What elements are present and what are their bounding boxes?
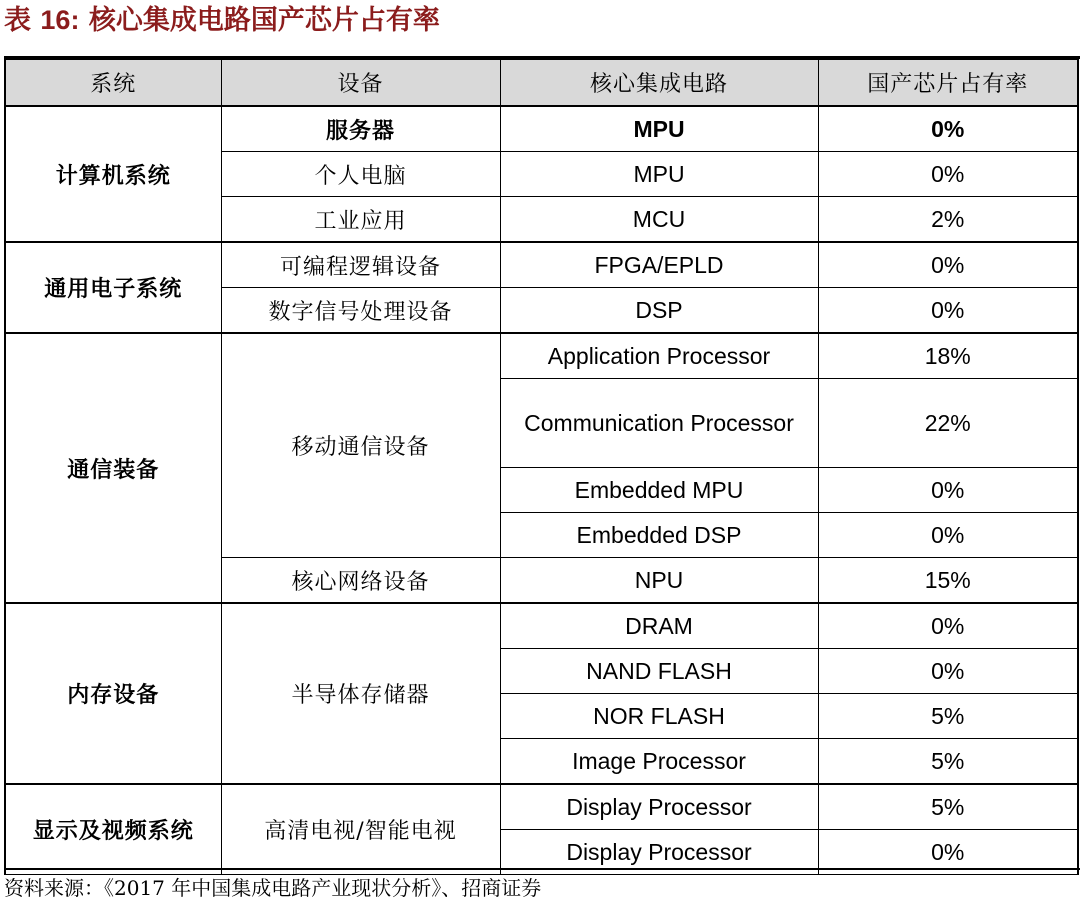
chip-cell: MPU — [500, 152, 818, 197]
chip-cell: FPGA/EPLD — [500, 242, 818, 288]
table-row — [5, 242, 1078, 288]
share-cell: 0% — [818, 468, 1078, 513]
device-cell: 移动通信设备 — [221, 333, 500, 558]
chip-cell: NAND FLASH — [500, 649, 818, 694]
share-cell: 0% — [818, 106, 1078, 152]
device-cell: 数字信号处理设备 — [221, 288, 500, 334]
system-cell: 通用电子系统 — [5, 242, 221, 333]
table-row — [5, 333, 1078, 379]
share-cell: 2% — [818, 197, 1078, 243]
share-cell: 0% — [818, 288, 1078, 334]
system-cell: 计算机系统 — [5, 106, 221, 242]
source-note: 资料来源：《2017 年中国集成电路产业现状分析》、招商证券 — [4, 876, 542, 900]
table-row — [5, 784, 1078, 830]
share-cell: 0% — [818, 242, 1078, 288]
chip-cell: NOR FLASH — [500, 694, 818, 739]
share-cell: 0% — [818, 603, 1078, 649]
device-cell: 工业应用 — [221, 197, 500, 243]
chip-cell: MCU — [500, 197, 818, 243]
header-system: 系统 — [5, 60, 221, 107]
share-cell: 0% — [818, 513, 1078, 558]
chip-cell: DRAM — [500, 603, 818, 649]
share-cell: 5% — [818, 739, 1078, 785]
chip-cell: Display Processor — [500, 784, 818, 830]
share-cell: 0% — [818, 152, 1078, 197]
share-cell: 0% — [818, 830, 1078, 875]
chip-cell: Embedded DSP — [500, 513, 818, 558]
header-device: 设备 — [221, 60, 500, 107]
table-title — [4, 0, 440, 44]
share-cell: 5% — [818, 784, 1078, 830]
chip-share-table — [4, 59, 1079, 875]
system-cell: 通信装备 — [5, 333, 221, 603]
header-row — [5, 60, 1078, 107]
title-number: 16: — [40, 5, 80, 35]
chip-cell: MPU — [500, 106, 818, 152]
title-label: 表 — [4, 5, 31, 36]
chip-cell: Embedded MPU — [500, 468, 818, 513]
device-cell: 核心网络设备 — [221, 558, 500, 604]
header-share: 国产芯片占有率 — [818, 60, 1078, 107]
device-cell: 个人电脑 — [221, 152, 500, 197]
chip-cell: Display Processor — [500, 830, 818, 875]
share-cell: 5% — [818, 694, 1078, 739]
share-cell: 0% — [818, 649, 1078, 694]
header-chip: 核心集成电路 — [500, 60, 818, 107]
device-cell: 可编程逻辑设备 — [221, 242, 500, 288]
table-row — [5, 603, 1078, 649]
share-cell: 18% — [818, 333, 1078, 379]
title-text: 核心集成电路国产芯片占有率 — [88, 5, 440, 36]
bottom-rule — [4, 868, 1080, 870]
chip-cell: DSP — [500, 288, 818, 334]
table-row — [5, 106, 1078, 152]
system-cell: 显示及视频系统 — [5, 784, 221, 875]
device-cell: 服务器 — [221, 106, 500, 152]
system-cell: 内存设备 — [5, 603, 221, 784]
device-cell: 高清电视/智能电视 — [221, 784, 500, 875]
chip-cell: Communication Processor — [500, 379, 818, 468]
device-cell: 半导体存储器 — [221, 603, 500, 784]
chip-cell: NPU — [500, 558, 818, 604]
chip-cell: Image Processor — [500, 739, 818, 785]
share-cell: 15% — [818, 558, 1078, 604]
share-cell: 22% — [818, 379, 1078, 468]
chip-cell: Application Processor — [500, 333, 818, 379]
